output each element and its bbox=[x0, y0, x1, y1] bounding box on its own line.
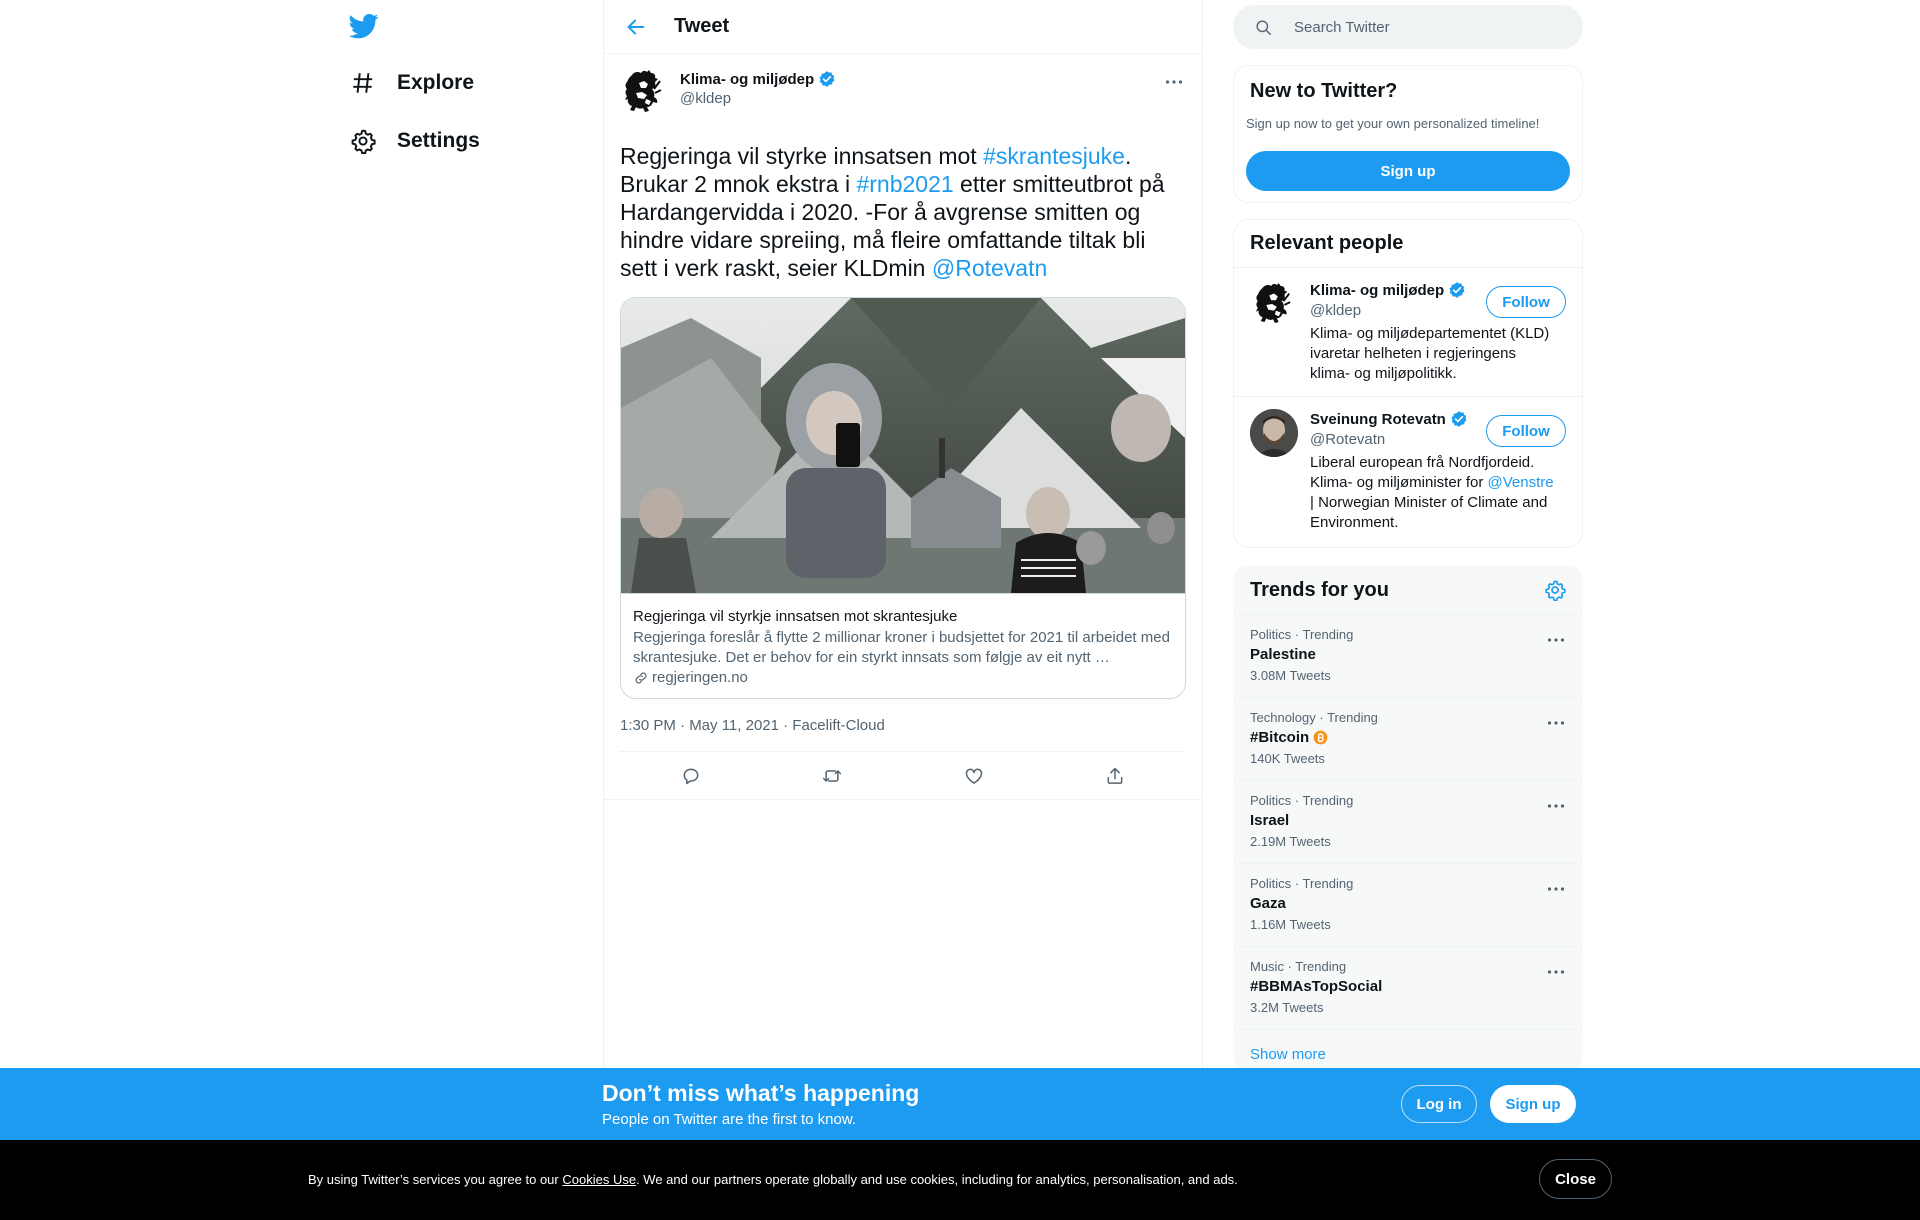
tweet-actions bbox=[604, 752, 1202, 800]
cookies-use-link[interactable]: Cookies Use bbox=[562, 1172, 637, 1187]
trend-category: Technology · Trending bbox=[1250, 710, 1378, 725]
trend-list bbox=[1234, 615, 1582, 1030]
arrow-left-icon bbox=[625, 16, 647, 38]
more-options-icon[interactable] bbox=[1544, 794, 1568, 818]
signup-button[interactable]: Sign up bbox=[1246, 151, 1570, 191]
tweet-text-segment: etter smitteutbrot på Hardangervidda i 2020. -For å avgrense smitten og hindre vidare spreiing, må fleire omfattande tiltak bli sett i verk raskt, seier KLDmin bbox=[620, 171, 1165, 281]
person-handle: @kldep bbox=[1310, 302, 1362, 319]
person-name: Klima- og miljødep bbox=[1310, 281, 1445, 299]
more-options-icon[interactable] bbox=[1544, 711, 1568, 735]
tweet-author bbox=[680, 70, 836, 107]
search-box[interactable] bbox=[1233, 5, 1583, 49]
card-description: Regjeringa foreslår å flytte 2 millionar kroner i budsjettet for 2021 til arbeidet med skrantesjuke. Det er behov for ein styrkt innsats som følgje av eit nytt … bbox=[633, 629, 1170, 666]
cookie-text-after: . We and our partners operate globally and use cookies, including for analytics, personalisation, and ads. bbox=[636, 1172, 1238, 1187]
nav-item-explore[interactable] bbox=[350, 58, 474, 108]
tweet-link[interactable]: #skrantesjuke bbox=[983, 143, 1125, 169]
reply-icon bbox=[681, 766, 701, 786]
hashtag-icon bbox=[350, 70, 376, 96]
card-title: Regjeringa vil styrkje innsatsen mot skrantesjuke bbox=[633, 608, 958, 625]
show-more-link[interactable]: Show more bbox=[1250, 1046, 1326, 1063]
person-bio bbox=[1310, 453, 1560, 533]
more-options-icon[interactable] bbox=[1544, 877, 1568, 901]
card-image bbox=[621, 298, 1185, 593]
cookie-text bbox=[308, 1172, 1238, 1187]
signup-prompt-title: Don’t miss what’s happening bbox=[602, 1080, 920, 1106]
trend-name: Gaza bbox=[1250, 895, 1286, 912]
retweet-button[interactable] bbox=[814, 758, 850, 794]
bio-text-segment: Klima- og miljødepartementet (KLD) ivaretar helheten i regjeringens klima- og miljøpolitikk. bbox=[1310, 325, 1550, 382]
trends-panel bbox=[1233, 565, 1583, 1070]
trend-category: Politics · Trending bbox=[1250, 627, 1354, 642]
person-handle: @Rotevatn bbox=[1310, 431, 1386, 448]
close-button[interactable]: Close bbox=[1539, 1159, 1612, 1199]
gear-icon bbox=[350, 128, 376, 154]
person-bio bbox=[1310, 324, 1560, 384]
relevant-people-header bbox=[1234, 220, 1582, 268]
card-body bbox=[621, 593, 1185, 698]
back-button[interactable] bbox=[618, 9, 654, 45]
trend-category: Politics · Trending bbox=[1250, 876, 1354, 891]
nav-item-settings[interactable] bbox=[350, 116, 480, 166]
bitcoin-icon bbox=[1313, 730, 1328, 745]
author-name: Klima- og miljødep bbox=[680, 70, 815, 88]
trend-count: 140K Tweets bbox=[1250, 751, 1325, 766]
avatar[interactable] bbox=[1250, 409, 1298, 457]
twitter-logo-icon[interactable] bbox=[349, 11, 379, 41]
page-header bbox=[604, 0, 1202, 54]
author-name-row[interactable] bbox=[680, 70, 836, 88]
trend-count: 3.2M Tweets bbox=[1250, 1000, 1324, 1015]
main-column bbox=[603, 0, 1203, 1220]
follow-button[interactable]: Follow bbox=[1486, 415, 1566, 447]
share-button[interactable] bbox=[1097, 758, 1133, 794]
tweet-timestamp[interactable]: 1:30 PM · May 11, 2021 · Facelift-Cloud bbox=[620, 717, 1186, 752]
norwegian-lion-icon bbox=[624, 69, 664, 115]
trend-name-row bbox=[1250, 646, 1566, 663]
person-card[interactable] bbox=[1234, 268, 1582, 397]
signup-prompt-bar bbox=[0, 1068, 1920, 1140]
trend-name-row bbox=[1250, 978, 1566, 995]
trend-item[interactable] bbox=[1234, 781, 1582, 864]
verified-badge-icon bbox=[818, 70, 836, 88]
bio-text-segment: Liberal european frå Nordfjordeid. Klima- og miljøminister for bbox=[1310, 454, 1535, 491]
tweet-link[interactable]: @Rotevatn bbox=[931, 255, 1048, 281]
like-button[interactable] bbox=[956, 758, 992, 794]
tweet-text bbox=[620, 142, 1186, 282]
trend-name: #Bitcoin bbox=[1250, 729, 1310, 746]
profile-photo-icon bbox=[1250, 409, 1298, 457]
person-name: Sveinung Rotevatn bbox=[1310, 410, 1446, 428]
gear-icon[interactable] bbox=[1544, 579, 1566, 601]
cookie-banner bbox=[0, 1140, 1920, 1220]
avatar[interactable] bbox=[620, 68, 668, 116]
trend-name: Israel bbox=[1250, 812, 1290, 829]
trend-name: #BBMAsTopSocial bbox=[1250, 978, 1383, 995]
trend-name-row bbox=[1250, 895, 1566, 912]
tweet-header bbox=[620, 66, 1186, 126]
avatar[interactable] bbox=[1250, 280, 1298, 328]
trend-name: Palestine bbox=[1250, 646, 1316, 663]
author-handle[interactable]: @kldep bbox=[680, 90, 732, 107]
trend-count: 1.16M Tweets bbox=[1250, 917, 1331, 932]
tweet bbox=[604, 54, 1202, 800]
relevant-people-panel bbox=[1233, 219, 1583, 548]
more-options-icon[interactable] bbox=[1544, 628, 1568, 652]
trend-item[interactable] bbox=[1234, 864, 1582, 947]
trend-item[interactable] bbox=[1234, 698, 1582, 781]
new-to-twitter-panel bbox=[1233, 65, 1583, 203]
tweet-text-segment: . Brukar 2 mnok ekstra i bbox=[620, 143, 1132, 197]
follow-button[interactable]: Follow bbox=[1486, 286, 1566, 318]
search-input[interactable] bbox=[1294, 19, 1554, 36]
reply-button[interactable] bbox=[673, 758, 709, 794]
more-options-icon[interactable] bbox=[1162, 70, 1186, 94]
page-title: Tweet bbox=[674, 15, 730, 37]
link-card[interactable] bbox=[620, 297, 1186, 699]
link-icon bbox=[633, 670, 649, 686]
trend-item[interactable] bbox=[1234, 615, 1582, 698]
card-domain bbox=[633, 669, 1173, 686]
share-icon bbox=[1105, 766, 1125, 786]
trend-item[interactable] bbox=[1234, 947, 1582, 1030]
nav-item-label: Explore bbox=[397, 71, 475, 94]
heart-icon bbox=[964, 766, 984, 786]
search-icon bbox=[1254, 18, 1273, 37]
trends-title: Trends for you bbox=[1250, 578, 1389, 601]
person-card[interactable] bbox=[1234, 397, 1582, 545]
verified-badge-icon bbox=[1448, 281, 1466, 299]
tweet-text-segment: Regjeringa vil styrke innsatsen mot bbox=[620, 143, 984, 169]
norwegian-lion-icon bbox=[1255, 282, 1293, 326]
trend-count: 3.08M Tweets bbox=[1250, 668, 1331, 683]
trend-name-row bbox=[1250, 729, 1566, 746]
nav-item-label: Settings bbox=[397, 129, 480, 152]
verified-badge-icon bbox=[1450, 410, 1468, 428]
signup-button[interactable]: Sign up bbox=[1490, 1085, 1576, 1123]
trend-count: 2.19M Tweets bbox=[1250, 834, 1331, 849]
new-to-twitter-subtitle: Sign up now to get your own personalized timeline! bbox=[1246, 116, 1540, 131]
new-to-twitter-title: New to Twitter? bbox=[1250, 80, 1398, 102]
cookie-text-before: By using Twitter’s services you agree to our bbox=[308, 1172, 563, 1187]
trends-header bbox=[1234, 566, 1582, 615]
trend-category: Politics · Trending bbox=[1250, 793, 1354, 808]
login-button[interactable]: Log in bbox=[1401, 1085, 1477, 1123]
tweet-link[interactable]: #rnb2021 bbox=[856, 171, 954, 197]
bio-text-segment: | Norwegian Minister of Climate and Environment. bbox=[1310, 494, 1548, 531]
card-domain-text: regjeringen.no bbox=[652, 669, 748, 686]
more-options-icon[interactable] bbox=[1544, 960, 1568, 984]
trend-category: Music · Trending bbox=[1250, 959, 1347, 974]
retweet-icon bbox=[822, 766, 842, 786]
trend-name-row bbox=[1250, 812, 1566, 829]
bio-link[interactable]: @Venstre bbox=[1487, 474, 1554, 491]
signup-prompt-subtitle: People on Twitter are the first to know. bbox=[602, 1111, 857, 1128]
relevant-people-title: Relevant people bbox=[1250, 232, 1404, 254]
